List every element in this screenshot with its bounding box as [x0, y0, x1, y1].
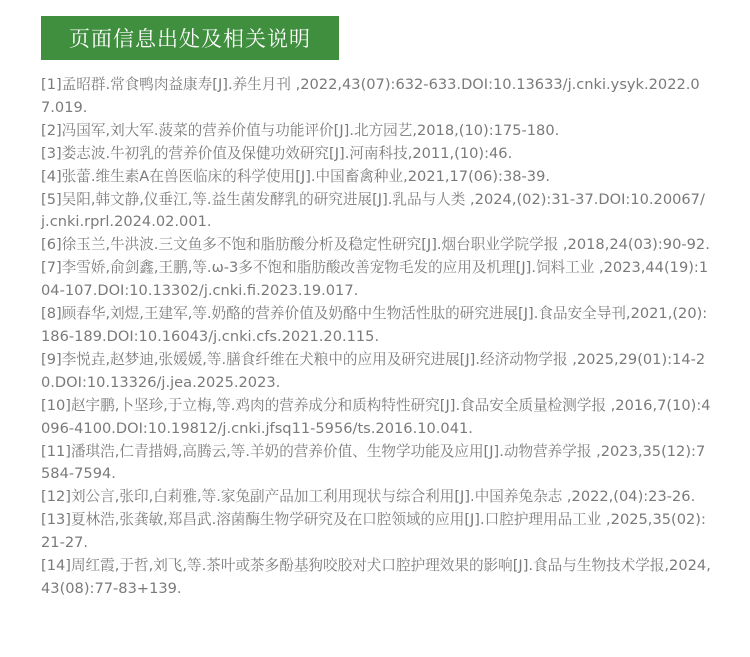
- reference-item-11: [11]潘琪浩,仁青措姆,高腾云,等.羊奶的营养价值、生物学功能及应用[J].动物营养学报 ,2023,35(12):7584-7594.: [41, 442, 706, 483]
- reference-list: [41, 74, 711, 601]
- page-title: 页面信息出处及相关说明: [69, 27, 311, 51]
- header-banner: [41, 16, 339, 60]
- reference-item-9: [9]李悦垚,赵梦迪,张媛媛,等.膳食纤维在犬粮中的应用及研究进展[J].经济动物学报 ,2025,29(01):14-20.DOI:10.13326/j.jea.2025.2023.: [41, 350, 706, 391]
- reference-item-2: [2]冯国军,刘大军.菠菜的营养价值与功能评价[J].北方园艺,2018,(10):175-180.: [41, 121, 560, 139]
- reference-item-4: [4]张蕾.维生素A在兽医临床的科学使用[J].中国畜禽种业,2021,17(06):38-39.: [41, 167, 551, 185]
- reference-item-7: [7]李雪娇,俞剑鑫,王鹏,等.ω-3多不饱和脂肪酸改善宠物毛发的应用及机理[J].饲料工业 ,2023,44(19):104-107.DOI:10.13302/j.cnki.fi.2023.19.017.: [41, 259, 709, 300]
- reference-item-3: [3]娄志波.牛初乳的营养价值及保健功效研究[J].河南科技,2011,(10):46.: [41, 144, 513, 162]
- reference-item-8: [8]顾春华,刘煜,王建军,等.奶酪的营养价值及奶酪中生物活性肽的研究进展[J].食品安全导刊,2021,(20):186-189.DOI:10.16043/j.cnki.cfs.2021.20.115.: [41, 305, 708, 345]
- reference-item-1: [1]孟昭群.常食鸭肉益康寿[J].养生月刊 ,2022,43(07):632-633.DOI:10.13633/j.cnki.ysyk.2022.07.019.: [41, 76, 700, 116]
- reference-item-10: [10]赵宇鹏,卜坚珍,于立梅,等.鸡肉的营养成分和质构特性研究[J].食品安全质量检测学报 ,2016,7(10):4096-4100.DOI:10.19812/j.cnki.jfsq11-5956/ts.2016.10.041.: [41, 396, 711, 437]
- reference-item-12: [12]刘公言,张印,白莉雅,等.家兔副产品加工利用现状与综合利用[J].中国养兔杂志 ,2022,(04):23-26.: [41, 488, 696, 506]
- reference-item-5: [5]吴阳,韩文静,仪垂江,等.益生菌发酵乳的研究进展[J].乳品与人类 ,2024,(02):31-37.DOI:10.20067/j.cnki.rprl.2024.02.001.: [41, 190, 705, 231]
- reference-item-6: [6]徐玉兰,牛洪波.三文鱼多不饱和脂肪酸分析及稳定性研究[J].烟台职业学院学报 ,2018,24(03):90-92.: [41, 236, 710, 254]
- reference-item-13: [13]夏林浩,张龚敏,郑昌武.溶菌酶生物学研究及在口腔领域的应用[J].口腔护理用品工业 ,2025,35(02):21-27.: [41, 511, 706, 552]
- reference-item-14: [14]周红霞,于哲,刘飞,等.茶叶或茶多酚基狗咬胶对犬口腔护理效果的影响[J].食品与生物技术学报,2024,43(08):77-83+139.: [41, 557, 711, 597]
